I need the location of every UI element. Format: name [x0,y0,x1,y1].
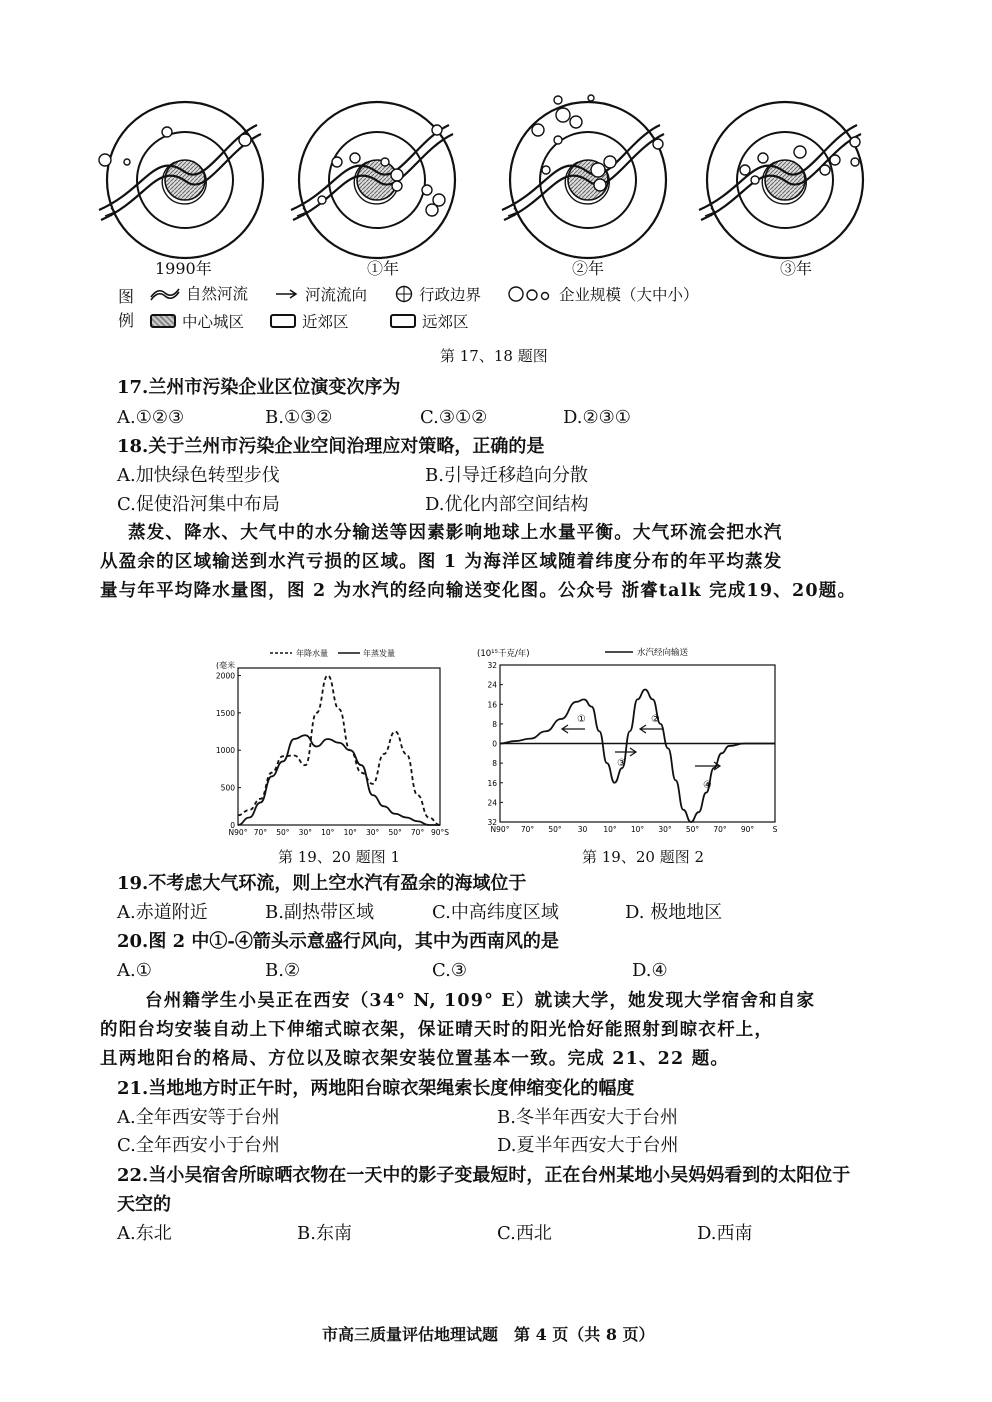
x-tick-label: 50° [685,825,700,834]
series-line-0 [500,690,775,822]
passage-1920 [100,519,890,606]
figure-1718-caption: 第 17、18 题图 [440,347,548,365]
enterprise-circle [381,158,389,166]
y-tick-label: 0 [492,739,497,749]
x-tick-label: 70° [520,825,535,834]
chart2-marker-1: ① [577,714,586,725]
enterprise-circle [318,196,326,204]
y-tick-label: 8 [492,759,497,769]
q17-stem: 17.兰州市污染企业区位演变次序为 [117,377,401,398]
passage-1920-line-1: 蒸发、降水、大气中的水分输送等因素影响地球上水量平衡。大气环流会把水汽 [128,523,783,543]
enterprise-circle [391,169,403,181]
x-tick-label: 90°S [430,828,450,837]
q20-option-d: D.④ [632,960,668,981]
center-swatch [150,314,176,328]
q21-option-c: C.全年西安小于台州 [117,1135,280,1156]
chart2-ylabel: (10¹⁵千克/年) [477,649,530,659]
ring-label-1990: 1990年 [155,259,212,278]
x-tick-label: 70° [713,825,727,834]
arrow-right-icon [695,762,720,770]
x-tick-label: 30° [366,828,380,837]
q20-option-c: C.③ [432,960,467,981]
enterprise-circle [532,124,544,136]
q17-option-c: C.③①② [420,407,488,428]
plot-frame [238,668,440,825]
enterprise-circle [554,136,562,144]
y-tick-label: 8 [492,719,497,729]
legend-boundary [395,283,481,305]
ring-label-1: ①年 [367,259,400,278]
enterprise-circle [556,108,570,122]
legend-boundary-label: 行政边界 [419,286,482,304]
enterprise-circle [851,158,859,166]
legend-far-label: 远郊区 [422,313,469,331]
chart2-legend: 水汽经向输送 [637,648,689,658]
x-tick-label: 30° [298,828,312,837]
ring-diagram-1 [291,102,455,258]
river-icon [150,285,180,301]
enterprise-circle [422,185,432,195]
legend-near [270,310,349,332]
enterprise-circle [426,204,438,216]
q19-stem: 19.不考虑大气环流，则上空水汽有盈余的海域位于 [117,873,527,894]
enterprise-circle [591,163,605,177]
ring-label-3: ③年 [780,259,813,278]
y-tick-label: 24 [487,680,497,690]
y-tick-label: 2000 [215,671,235,681]
enterprise-circle [830,155,840,165]
q17-option-b: B.①③② [265,407,333,428]
x-tick-label: 10° [603,825,617,834]
q18-stem: 18.关于兰州市污染企业空间治理应对策略，正确的是 [117,436,545,457]
series-line-0 [238,675,440,825]
enterprise-circle [432,125,442,135]
q22-option-c: C.西北 [497,1223,552,1244]
y-tick-label: 32 [487,818,497,827]
q19-option-a: A.赤道附近 [117,902,208,923]
near-swatch [270,314,296,328]
q18-option-b: B.引导迁移趋向分散 [425,465,588,486]
q21-stem: 21.当地地方时正午时，两地阳台晾衣架绳索长度伸缩变化的幅度 [117,1078,635,1099]
x-tick-label: 70° [410,828,425,837]
q17-option-d: D.②③① [563,407,631,428]
y-tick-label: 32 [487,661,497,670]
enterprise-circle [850,137,860,147]
x-tick-label: S [772,825,778,834]
legend-flow-label: 河流流向 [305,286,368,304]
chart2-marker-2: ② [651,714,660,725]
enterprise-circle [653,139,663,149]
q20-stem: 20.图 2 中①-④箭头示意盛行风向，其中为西南风的是 [117,931,559,952]
x-tick-label: 70° [253,828,268,837]
passage-2122-line-1: 台州籍学生小吴正在西安（34° N, 109° E）就读大学，她发现大学宿舍和自家 [145,991,816,1011]
q22-stem-1: 22.当小吴宿舍所晾晒衣物在一天中的影子变最短时，正在台州某地小吴妈妈看到的太阳位于 [117,1165,851,1186]
legend-title-2: 例 [118,311,135,330]
passage-2122-line-2: 的阳台均安装自动上下伸缩式晾衣架，保证晴天时的阳光恰好能照射到晾衣杆上， [100,1020,774,1040]
x-tick-label: 50° [548,825,562,834]
y-tick-label: 24 [487,798,497,808]
boundary-icon [395,285,413,303]
enterprise-circle [570,116,582,128]
q20-option-b: B.② [265,960,301,981]
passage-1920-line-3: 量与年平均降水量图，图 2 为水汽的经向输送变化图。公众号 浙睿talk 完成19、20题。 [100,581,857,601]
passage-2122 [100,987,890,1074]
chart2-caption: 第 19、20 题图 2 [582,848,705,866]
legend-title-1: 图 [118,287,135,306]
q18-option-c: C.促使沿河集中布局 [117,494,280,515]
q21-option-b: B.冬半年西安大于台州 [497,1107,678,1128]
legend-enterprise [507,283,699,305]
x-tick-label: 30° [658,825,672,834]
y-tick-label: 1000 [215,746,235,756]
legend-enterprise-label: 企业规模（大中小） [559,286,699,304]
y-tick-label: 1500 [215,708,235,718]
chart2-marker-3: ③ [617,758,626,769]
q22-stem-2: 天空的 [117,1194,171,1215]
q20-option-a: A.① [117,960,152,981]
x-tick-label: N90° [228,828,248,837]
ring-diagram-0 [99,102,263,258]
x-tick-label: 90° [740,825,755,834]
chart1-ylabel: (毫米 [216,661,236,670]
q19-option-d: D. 极地地区 [625,902,723,923]
x-tick-label: 10° [630,825,645,834]
enterprise-circle [588,95,594,101]
legend-river [150,282,248,304]
q22-option-b: B.东南 [297,1223,352,1244]
x-tick-label: N90° [490,825,510,834]
q21-option-d: D.夏半年西安大于台州 [497,1135,679,1156]
enterprise-circle [350,153,360,163]
enterprise-size-icon [507,285,553,303]
enterprise-circle [751,176,759,184]
q19-option-b: B.副热带区域 [265,902,374,923]
q18-option-a: A.加快绿色转型步伐 [117,465,280,486]
y-tick-label: 16 [487,778,497,788]
enterprise-circle [124,159,130,165]
enterprise-circle [758,153,768,163]
arrow-left-icon [562,725,585,733]
q22-option-a: A.东北 [117,1223,172,1244]
y-tick-label: 16 [487,700,497,710]
enterprise-circle [332,157,342,167]
enterprise-circle [554,96,562,104]
x-tick-label: 30 [577,825,588,834]
legend-center-label: 中心城区 [182,313,245,331]
q19-option-c: C.中高纬度区域 [432,902,559,923]
enterprise-circle [794,146,806,158]
y-tick-label: 0 [230,821,235,830]
x-tick-label: 50° [276,828,290,837]
arrow-left-icon [640,725,663,733]
x-tick-label: 10° [343,828,357,837]
passage-2122-line-3: 且两地阳台的格局、方位以及晾衣架安装位置基本一致。完成 21、22 题。 [100,1049,730,1069]
arrow-right-icon [275,288,299,300]
series-line-1 [238,735,440,825]
chart1-legend-dashed: 年降水量 [296,649,328,658]
chart1-caption: 第 19、20 题图 1 [278,848,401,866]
far-swatch [390,314,416,328]
q22-option-d: D.西南 [697,1223,753,1244]
enterprise-circle [594,179,606,191]
q17-option-a: A.①②③ [117,407,185,428]
x-tick-label: 10° [321,828,335,837]
legend-river-label: 自然河流 [186,285,249,303]
enterprise-circle [820,165,830,175]
enterprise-circle [99,154,111,166]
legend-center [150,310,244,332]
chart-evaporation-precipitation [210,640,460,845]
enterprise-circle [239,134,251,146]
chart-water-vapor-transport [465,640,795,845]
enterprise-circle [740,165,750,175]
legend-flow [275,283,367,305]
chart1-legend-solid: 年蒸发量 [363,649,395,658]
q21-option-a: A.全年西安等于台州 [117,1107,280,1128]
ring-diagram-3 [699,102,863,258]
enterprise-circle [162,127,172,137]
x-tick-label: 50° [388,828,402,837]
chart2-marker-4: ④ [703,780,712,791]
legend-near-label: 近郊区 [302,313,349,331]
enterprise-circle [604,156,616,168]
legend-far [390,310,469,332]
q18-option-d: D.优化内部空间结构 [425,494,589,515]
page-footer: 市高三质量评估地理试题 第 4 页（共 8 页） [322,1325,655,1344]
ring-diagram-2 [502,95,666,258]
enterprise-circle [392,181,402,191]
enterprise-circle [542,166,550,174]
passage-1920-line-2: 从盈余的区域输送到水汽亏损的区域。图 1 为海洋区域随着纬度分布的年平均蒸发 [100,552,783,572]
y-tick-label: 500 [220,783,235,793]
ring-label-2: ②年 [572,259,605,278]
